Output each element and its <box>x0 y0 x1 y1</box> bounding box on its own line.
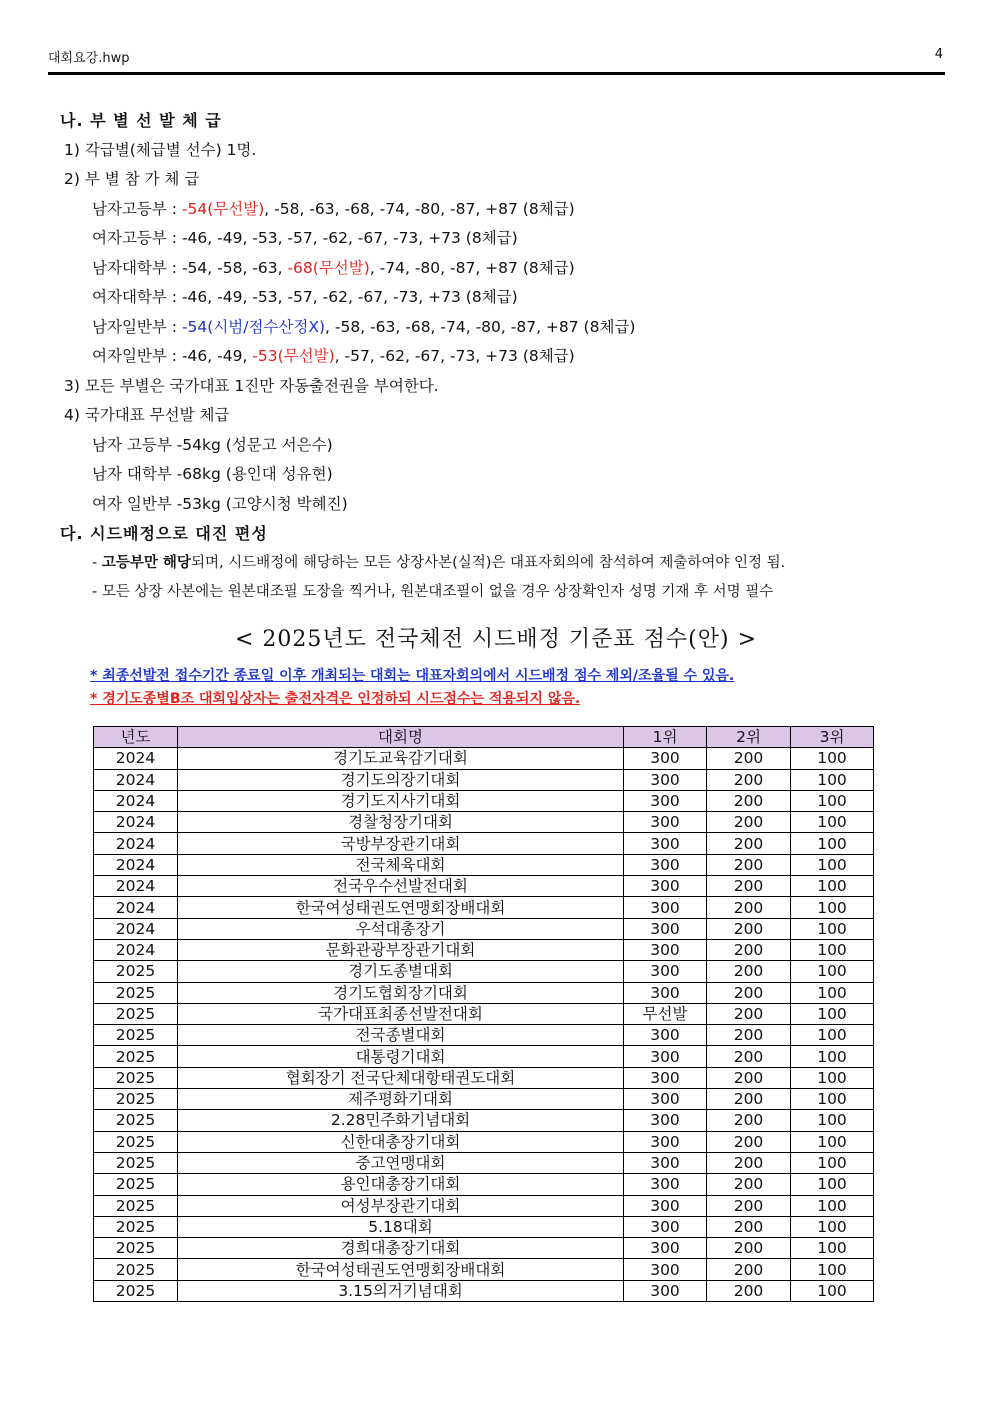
table-cell: 200 <box>707 1174 791 1195</box>
table-cell: 300 <box>624 854 707 875</box>
table-row <box>94 769 874 790</box>
table-cell: 100 <box>791 897 874 918</box>
table-cell: 200 <box>707 769 791 790</box>
table-cell: 300 <box>624 897 707 918</box>
table-cell: 300 <box>624 982 707 1003</box>
table-cell: 100 <box>791 1238 874 1259</box>
table-cell: 100 <box>791 1003 874 1024</box>
table-cell: 100 <box>791 1046 874 1067</box>
table-row <box>94 1174 874 1195</box>
table-cell: 2025 <box>94 1238 178 1259</box>
table-cell: 2025 <box>94 1216 178 1237</box>
weight-class-text: -46, -49, -53, -57, -62, -67, -73, +73 (8체급) <box>181 288 518 306</box>
note-blue: * 최종선발전 접수기간 종료일 이후 개최되는 대회는 대표자회의에서 시드배정 점수 제외/조율될 수 있음. <box>90 668 735 684</box>
item-2: 2) 부 별 참 가 체 급 <box>64 170 200 188</box>
table-cell: 100 <box>791 1025 874 1046</box>
column-header: 년도 <box>94 727 178 748</box>
table-cell: 2024 <box>94 854 178 875</box>
table-row <box>94 1280 874 1301</box>
item-4: 4) 국가대표 무선발 체급 <box>64 406 230 424</box>
table-cell: 2025 <box>94 1131 178 1152</box>
table-cell: 200 <box>707 1216 791 1237</box>
table-cell: 100 <box>791 1216 874 1237</box>
weight-class-row <box>60 254 940 284</box>
table-cell: 300 <box>624 833 707 854</box>
table-cell: 300 <box>624 939 707 960</box>
table-row <box>94 748 874 769</box>
table-cell: 200 <box>707 1089 791 1110</box>
table-row <box>94 1216 874 1237</box>
division-label: 여자대학부 : <box>92 288 182 306</box>
table-cell: 100 <box>791 1280 874 1301</box>
table-cell: 200 <box>707 1067 791 1088</box>
table-cell: 200 <box>707 812 791 833</box>
table-cell: 2025 <box>94 1089 178 1110</box>
column-header: 대회명 <box>178 727 624 748</box>
table-cell: 200 <box>707 1025 791 1046</box>
document-body <box>60 106 940 608</box>
table-row <box>94 961 874 982</box>
table-cell: 300 <box>624 1110 707 1131</box>
table-cell: 용인대총장기대회 <box>178 1174 624 1195</box>
table-cell: 2025 <box>94 961 178 982</box>
table-cell: 한국여성태권도연맹회장배대회 <box>178 1259 624 1280</box>
table-row <box>94 833 874 854</box>
exempt-line: 여자 일반부 -53kg (고양시청 박혜진) <box>92 494 348 513</box>
table-cell: 2025 <box>94 1003 178 1024</box>
table-cell: 300 <box>624 1152 707 1173</box>
seed-score-table <box>93 726 874 1302</box>
table-cell: 200 <box>707 939 791 960</box>
file-name: 대회요강.hwp <box>48 51 130 66</box>
table-cell: 경기도종별대회 <box>178 961 624 982</box>
table-cell: 2024 <box>94 897 178 918</box>
table-cell: 100 <box>791 1152 874 1173</box>
weight-class-row <box>60 313 940 343</box>
table-row <box>94 897 874 918</box>
table-cell: 경기도의장기대회 <box>178 769 624 790</box>
division-label: 남자일반부 : <box>92 317 182 336</box>
table-cell: 신한대총장기대회 <box>178 1131 624 1152</box>
table-cell: 100 <box>791 876 874 897</box>
table-cell: 100 <box>791 1195 874 1216</box>
page-header <box>48 44 945 75</box>
table-row <box>94 1067 874 1088</box>
table-cell: 2.28민주화기념대회 <box>178 1110 624 1131</box>
table-cell: 100 <box>791 918 874 939</box>
table-cell: 경희대총장기대회 <box>178 1238 624 1259</box>
weight-class-row <box>60 195 940 225</box>
weight-class-text: , -58, -63, -68, -74, -80, -87, +87 (8체급) <box>325 317 636 336</box>
table-cell: 200 <box>707 833 791 854</box>
table-cell: 2025 <box>94 1067 178 1088</box>
table-cell: 300 <box>624 790 707 811</box>
table-cell: 2025 <box>94 1110 178 1131</box>
table-cell: 협회장기 전국단체대항태권도대회 <box>178 1067 624 1088</box>
weight-class-list <box>60 195 940 372</box>
table-cell: 200 <box>707 1280 791 1301</box>
table-cell: 문화관광부장관기대회 <box>178 939 624 960</box>
table-row <box>94 1089 874 1110</box>
table-header-row <box>94 727 874 748</box>
table-cell: 100 <box>791 790 874 811</box>
table-cell: 무선발 <box>624 1003 707 1024</box>
table-cell: 100 <box>791 833 874 854</box>
table-row <box>94 1152 874 1173</box>
table-cell: 200 <box>707 897 791 918</box>
table-row <box>94 790 874 811</box>
table-cell: 대통령기대회 <box>178 1046 624 1067</box>
weight-class-text: -46, -49, <box>181 347 253 365</box>
table-cell: 2024 <box>94 833 178 854</box>
table-cell: 300 <box>624 1067 707 1088</box>
table-cell: 200 <box>707 1131 791 1152</box>
weight-class-text: -68(무선발) <box>287 258 370 277</box>
table-cell: 제주평화기대회 <box>178 1089 624 1110</box>
table-cell: 300 <box>624 961 707 982</box>
weight-class-row <box>60 283 940 313</box>
weight-class-text: -54(시범/점수산정X) <box>181 317 326 336</box>
bullet-bold-text: 고등부만 해당 <box>101 554 191 571</box>
table-row <box>94 1131 874 1152</box>
table-cell: 2024 <box>94 812 178 833</box>
table-cell: 100 <box>791 1131 874 1152</box>
table-cell: 경기도협회장기대회 <box>178 982 624 1003</box>
table-cell: 100 <box>791 1110 874 1131</box>
notes <box>90 665 734 711</box>
bullet-text: 되며, 시드배정에 해당하는 모든 상장사본(실적)은 대표자회의에 참석하여 제출하여야 인정 됨. <box>190 554 786 571</box>
table-cell: 200 <box>707 1259 791 1280</box>
table-cell: 2024 <box>94 918 178 939</box>
division-label: 남자고등부 : <box>92 199 182 218</box>
division-label: 남자대학부 : <box>92 258 182 277</box>
table-cell: 200 <box>707 1195 791 1216</box>
table-cell: 100 <box>791 748 874 769</box>
table-cell: 2024 <box>94 769 178 790</box>
table-cell: 200 <box>707 1238 791 1259</box>
table-cell: 2025 <box>94 1152 178 1173</box>
page-number: 4 <box>934 47 943 62</box>
table-cell: 여성부장관기대회 <box>178 1195 624 1216</box>
table-cell: 전국종별대회 <box>178 1025 624 1046</box>
table-cell: 경찰청장기대회 <box>178 812 624 833</box>
table-cell: 국방부장관기대회 <box>178 833 624 854</box>
table-cell: 우석대총장기 <box>178 918 624 939</box>
weight-class-text: -54, -58, -63, <box>181 258 288 277</box>
table-cell: 전국체육대회 <box>178 854 624 875</box>
table-cell: 100 <box>791 1067 874 1088</box>
table-cell: 200 <box>707 1003 791 1024</box>
table-cell: 100 <box>791 1089 874 1110</box>
table-cell: 100 <box>791 854 874 875</box>
table-row <box>94 982 874 1003</box>
table-row <box>94 854 874 875</box>
weight-class-text: -54(무선발) <box>181 199 265 218</box>
table-cell: 300 <box>624 1280 707 1301</box>
table-cell: 100 <box>791 769 874 790</box>
table-cell: 100 <box>791 812 874 833</box>
table-row <box>94 1238 874 1259</box>
table-row <box>94 1195 874 1216</box>
table-cell: 300 <box>624 918 707 939</box>
table-cell: 300 <box>624 876 707 897</box>
table-cell: 100 <box>791 1174 874 1195</box>
table-cell: 200 <box>707 961 791 982</box>
table-cell: 중고연맹대회 <box>178 1152 624 1173</box>
table-cell: 300 <box>624 1174 707 1195</box>
table-cell: 2025 <box>94 1046 178 1067</box>
item-1: 1) 각급별(체급별 선수) 1명. <box>64 140 257 159</box>
table-row <box>94 1110 874 1131</box>
table-cell: 300 <box>624 1238 707 1259</box>
table-cell: 2025 <box>94 1195 178 1216</box>
weight-class-row <box>60 342 940 372</box>
table-row <box>94 1025 874 1046</box>
table-cell: 200 <box>707 1152 791 1173</box>
item-3: 3) 모든 부별은 국가대표 1진만 자동출전권을 부여한다. <box>64 376 439 395</box>
weight-class-text: -46, -49, -53, -57, -62, -67, -73, +73 (8체급) <box>181 229 518 247</box>
table-cell: 300 <box>624 1025 707 1046</box>
table-cell: 2024 <box>94 790 178 811</box>
table-cell: 경기도교육감기대회 <box>178 748 624 769</box>
table-cell: 2024 <box>94 939 178 960</box>
table-cell: 2024 <box>94 748 178 769</box>
table-cell: 200 <box>707 918 791 939</box>
exempt-line: 남자 고등부 -54kg (성문고 서은수) <box>92 435 333 454</box>
seed-bullet-1 <box>60 549 940 579</box>
table-cell: 경기도지사기대회 <box>178 790 624 811</box>
table-cell: 2025 <box>94 982 178 1003</box>
exempt-line: 남자 대학부 -68kg (용인대 성유현) <box>92 465 333 483</box>
table-cell: 300 <box>624 812 707 833</box>
table-row <box>94 918 874 939</box>
section-da-heading: 다. 시드배정으로 대진 편성 <box>60 524 268 543</box>
table-cell: 300 <box>624 1046 707 1067</box>
weight-class-text: , -58, -63, -68, -74, -80, -87, +87 (8체급) <box>264 199 575 218</box>
table-cell: 300 <box>624 1216 707 1237</box>
weight-class-text: , -57, -62, -67, -73, +73 (8체급) <box>334 347 575 365</box>
table-cell: 한국여성태권도연맹회장배대회 <box>178 897 624 918</box>
bullet-dash: - <box>92 554 102 571</box>
table-row <box>94 939 874 960</box>
table-cell: 100 <box>791 1259 874 1280</box>
table-cell: 300 <box>624 748 707 769</box>
table-cell: 국가대표최종선발전대회 <box>178 1003 624 1024</box>
table-cell: 300 <box>624 769 707 790</box>
table-cell: 200 <box>707 790 791 811</box>
table-cell: 200 <box>707 748 791 769</box>
table-cell: 2025 <box>94 1259 178 1280</box>
table-row <box>94 876 874 897</box>
table-title: < 2025년도 전국체전 시드배정 기준표 점수(안) > <box>234 627 757 652</box>
table-cell: 300 <box>624 1089 707 1110</box>
table-cell: 100 <box>791 939 874 960</box>
table-cell: 300 <box>624 1259 707 1280</box>
column-header: 1위 <box>624 727 707 748</box>
table-cell: 200 <box>707 982 791 1003</box>
table-cell: 100 <box>791 961 874 982</box>
weight-class-text: -53(무선발) <box>252 347 335 365</box>
table-cell: 2025 <box>94 1280 178 1301</box>
division-label: 여자고등부 : <box>92 229 182 247</box>
table-row <box>94 1259 874 1280</box>
section-na-heading: 나. 부 별 선 발 체 급 <box>60 111 222 130</box>
table-cell: 2024 <box>94 876 178 897</box>
column-header: 3위 <box>791 727 874 748</box>
table-row <box>94 1046 874 1067</box>
table-cell: 200 <box>707 854 791 875</box>
division-label: 여자일반부 : <box>92 347 182 365</box>
table-cell: 5.18대회 <box>178 1216 624 1237</box>
table-cell: 3.15의거기념대회 <box>178 1280 624 1301</box>
column-header: 2위 <box>707 727 791 748</box>
note-red: * 경기도종별B조 대회입상자는 출전자격은 인정하되 시드점수는 적용되지 않음. <box>90 691 581 707</box>
table-row <box>94 1003 874 1024</box>
weight-class-text: , -74, -80, -87, +87 (8체급) <box>369 258 575 277</box>
table-cell: 200 <box>707 876 791 897</box>
table-cell: 200 <box>707 1110 791 1131</box>
table-cell: 100 <box>791 982 874 1003</box>
seed-bullet-2: - 모든 상장 사본에는 원본대조필 도장을 찍거나, 원본대조필이 없을 경우 상장확인자 성명 기재 후 서명 필수 <box>92 584 774 600</box>
table-cell: 2025 <box>94 1174 178 1195</box>
table-cell: 2025 <box>94 1025 178 1046</box>
table-row <box>94 812 874 833</box>
weight-class-row <box>60 224 940 254</box>
table-cell: 300 <box>624 1131 707 1152</box>
table-cell: 전국우수선발전대회 <box>178 876 624 897</box>
table-cell: 200 <box>707 1046 791 1067</box>
table-cell: 300 <box>624 1195 707 1216</box>
